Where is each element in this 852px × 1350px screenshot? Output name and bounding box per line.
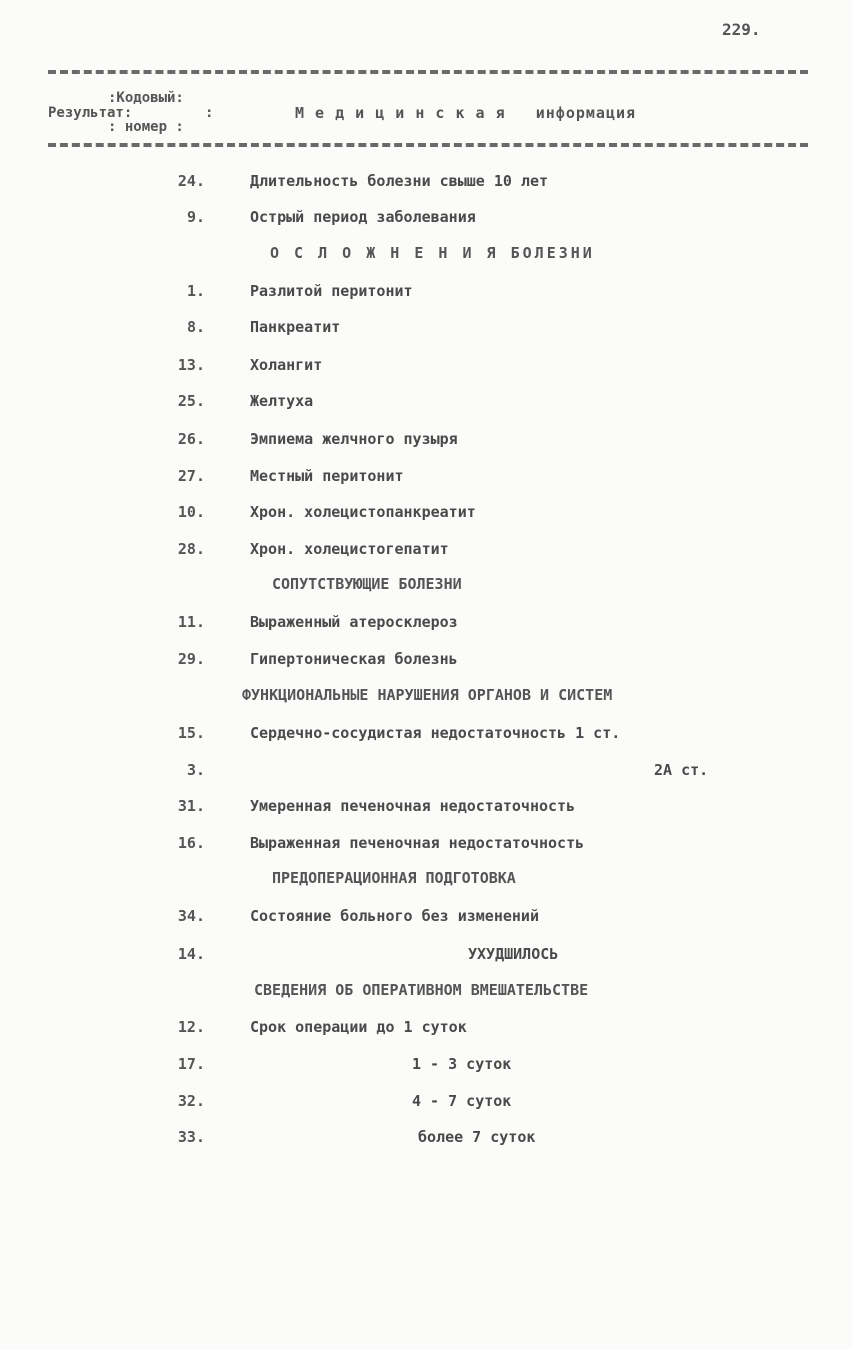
- row-text: Хрон. холецистопанкреатит: [250, 503, 476, 521]
- row-number: 12.: [177, 1018, 205, 1036]
- row-text: 1 - 3 суток: [412, 1055, 512, 1073]
- row-number: 17.: [177, 1055, 205, 1073]
- row-text: Гипертоническая болезнь: [250, 650, 458, 668]
- row-text: Эмпиема желчного пузыря: [250, 430, 458, 448]
- row-number: 26.: [177, 430, 205, 448]
- row-number: 1.: [186, 282, 205, 300]
- row-number: 14.: [177, 945, 205, 963]
- row-number: 10.: [177, 503, 205, 521]
- header-separator: :: [205, 105, 214, 121]
- row-text: более 7 суток: [418, 1128, 536, 1146]
- row-number: 31.: [177, 797, 205, 815]
- row-number: 13.: [177, 356, 205, 374]
- row-text: 4 - 7 суток: [412, 1092, 512, 1110]
- row-number: 27.: [177, 467, 205, 485]
- section-heading: ПРЕДОПЕРАЦИОННАЯ ПОДГОТОВКА: [272, 869, 516, 887]
- row-number: 32.: [177, 1092, 205, 1110]
- row-text: Состояние больного без изменений: [250, 907, 539, 925]
- header-title: М е д и ц и н с к а я информация: [295, 104, 637, 122]
- row-number: 33.: [177, 1128, 205, 1146]
- header-code-label-2: : номер :: [108, 119, 184, 135]
- row-number: 15.: [177, 724, 205, 742]
- row-text: Желтуха: [250, 392, 314, 410]
- row-number: 29.: [177, 650, 205, 668]
- row-number: 24.: [177, 172, 205, 190]
- row-text: Хрон. холецистогепатит: [250, 540, 449, 558]
- row-text: Срок операции до 1 суток: [250, 1018, 467, 1036]
- row-text: Сердечно-сосудистая недостаточность 1 ст.: [250, 724, 621, 742]
- header-code-label-1: :Кодовый:: [108, 90, 184, 106]
- header-top-rule: [48, 70, 808, 74]
- row-number: 9.: [186, 208, 205, 226]
- row-number: 11.: [177, 613, 205, 631]
- row-text: Длительность болезни свыше 10 лет: [250, 172, 549, 190]
- row-text: Разлитой перитонит: [250, 282, 413, 300]
- section-heading: О С Л О Ж Н Е Н И Я БОЛЕЗНИ: [270, 244, 595, 262]
- row-text: Острый период заболевания: [250, 208, 476, 226]
- row-number: 34.: [177, 907, 205, 925]
- section-heading: ФУНКЦИОНАЛЬНЫЕ НАРУШЕНИЯ ОРГАНОВ И СИСТЕМ: [242, 686, 613, 704]
- header-result-label: Результат:: [48, 105, 133, 121]
- section-heading: СВЕДЕНИЯ ОБ ОПЕРАТИВНОМ ВМЕШАТЕЛЬСТВЕ: [254, 981, 589, 999]
- row-text: Выраженный атеросклероз: [250, 613, 458, 631]
- row-text: Умеренная печеночная недостаточность: [250, 797, 576, 815]
- section-heading: СОПУТСТВУЮЩИЕ БОЛЕЗНИ: [272, 575, 462, 593]
- row-text: Панкреатит: [250, 318, 341, 336]
- row-text: Выраженная печеночная недостаточность: [250, 834, 585, 852]
- row-number: 25.: [177, 392, 205, 410]
- row-text: 2А ст.: [654, 761, 709, 779]
- row-number: 28.: [177, 540, 205, 558]
- row-text: УХУДШИЛОСЬ: [468, 945, 559, 963]
- page-number: 229.: [722, 20, 761, 39]
- row-number: 8.: [186, 318, 205, 336]
- row-text: Холангит: [250, 356, 323, 374]
- row-number: 16.: [177, 834, 205, 852]
- row-text: Местный перитонит: [250, 467, 404, 485]
- row-number: 3.: [186, 761, 205, 779]
- header-bottom-rule: [48, 143, 808, 147]
